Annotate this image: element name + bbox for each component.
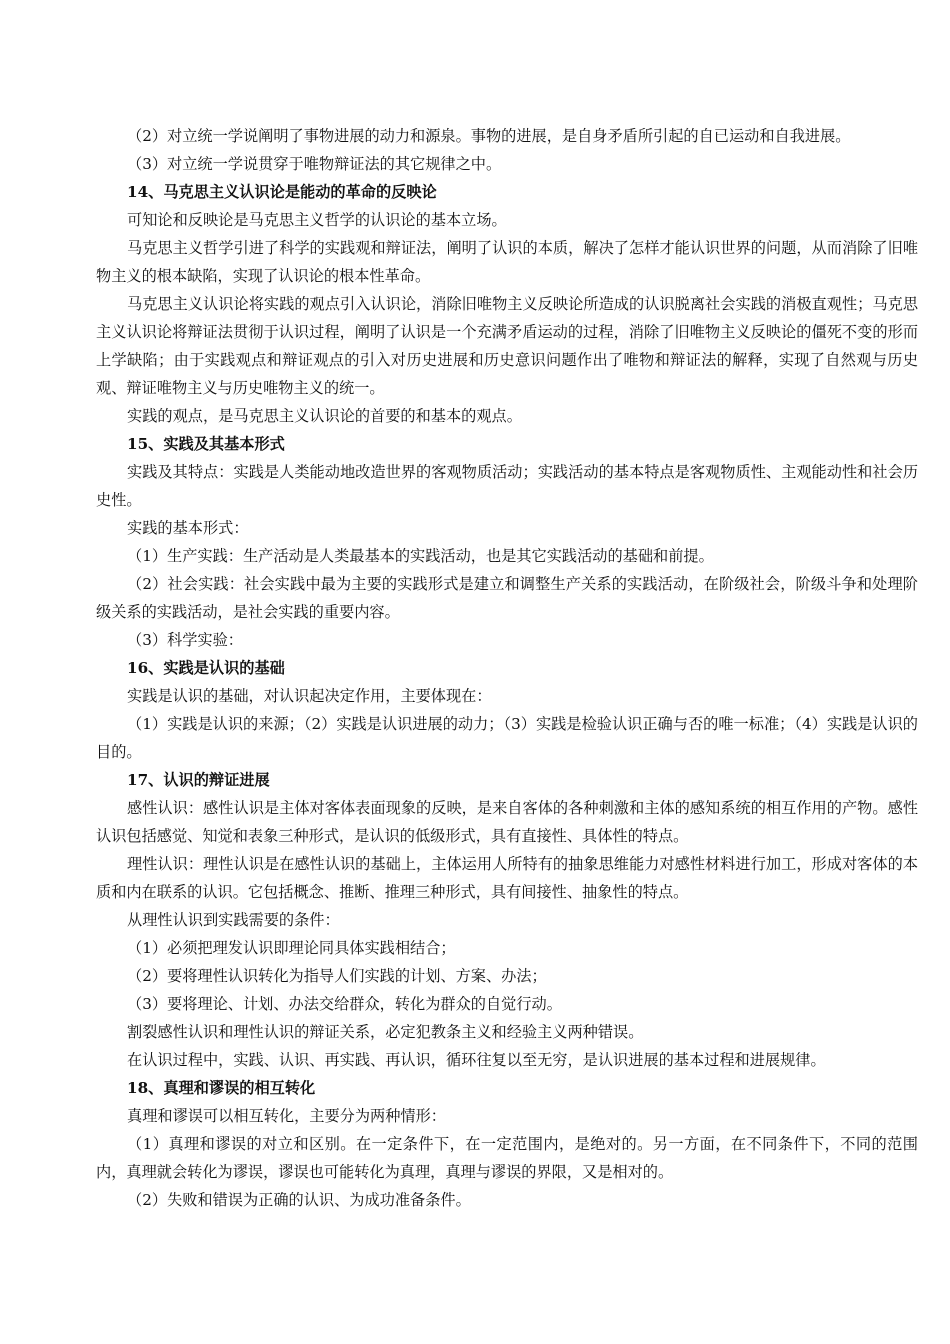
paragraph: （1）必须把理发认识即理论同具体实践相结合； (127, 939, 456, 957)
paragraph: 实践是认识的基础，对认识起决定作用，主要体现在： (127, 687, 492, 705)
paragraph: 割裂感性认识和理性认识的辩证关系，必定犯教条主义和经验主义两种错误。 (127, 1023, 644, 1041)
section-heading: 17、认识的辩证进展 (127, 771, 270, 789)
paragraph: 马克思主义认识论将实践的观点引入认识论，消除旧唯物主义反映论所造成的认识脱离社会实践的消极直观性；马克思主义认识论将辩证法贯彻于认识过程，阐明了认识是一个充满矛盾运动的过程，消除了旧唯物主义反映论的僵死不变的形而上学缺陷；由于实践观点和辩证观点的引入对历史进展和历史意识问题作出了唯物和辩证法的解释，实现了自然观与历史观、辩证唯物主义与历史唯物主义的统一。 (96, 295, 918, 397)
paragraph: （2）失败和错误为正确的认识、为成功准备条件。 (127, 1191, 471, 1209)
paragraph: （3）对立统一学说贯穿于唯物辩证法的其它规律之中。 (127, 155, 502, 173)
section-heading: 14、马克思主义认识论是能动的革命的反映论 (127, 183, 437, 201)
paragraph: 感性认识：感性认识是主体对客体表面现象的反映，是来自客体的各种刺激和主体的感知系统的相互作用的产物。感性认识包括感觉、知觉和表象三种形式，是认识的低级形式，具有直接性、具体性的特点。 (96, 799, 918, 845)
paragraph: 实践的基本形式： (127, 519, 249, 537)
paragraph: （3）科学实验： (127, 631, 243, 649)
paragraph: （2）要将理性认识转化为指导人们实践的计划、方案、办法； (127, 967, 547, 985)
paragraph: 真理和谬误可以相互转化，主要分为两种情形： (127, 1107, 446, 1125)
paragraph: （1）真理和谬误的对立和区别。在一定条件下，在一定范围内，是绝对的。另一方面，在不同条件下，不同的范围内，真理就会转化为谬误，谬误也可能转化为真理，真理与谬误的界限，又是相对的。 (96, 1135, 918, 1181)
section-heading: 15、实践及其基本形式 (127, 435, 285, 453)
paragraph: 可知论和反映论是马克思主义哲学的认识论的基本立场。 (127, 211, 507, 229)
paragraph: （3）要将理论、计划、办法交给群众，转化为群众的自觉行动。 (127, 995, 562, 1013)
paragraph: 从理性认识到实践需要的条件： (127, 911, 340, 929)
paragraph: （1）实践是认识的来源；（2）实践是认识进展的动力；（3）实践是检验认识正确与否的唯一标准；（4）实践是认识的目的。 (96, 715, 918, 761)
paragraph: 理性认识：理性认识是在感性认识的基础上，主体运用人所特有的抽象思维能力对感性材料进行加工，形成对客体的本质和内在联系的认识。它包括概念、推断、推理三种形式，具有间接性、抽象性的特点。 (96, 855, 918, 901)
paragraph: 在认识过程中，实践、认识、再实践、再认识，循环往复以至无穷，是认识进展的基本过程和进展规律。 (127, 1051, 826, 1069)
paragraph: 实践的观点，是马克思主义认识论的首要的和基本的观点。 (127, 407, 522, 425)
paragraph: 实践及其特点：实践是人类能动地改造世界的客观物质活动；实践活动的基本特点是客观物质性、主观能动性和社会历史性。 (96, 463, 918, 509)
section-heading: 18、真理和谬误的相互转化 (127, 1079, 316, 1097)
document-page (96, 122, 918, 1214)
section-heading: 16、实践是认识的基础 (127, 659, 285, 677)
paragraph: （2）社会实践：社会实践中最为主要的实践形式是建立和调整生产关系的实践活动，在阶级社会，阶级斗争和处理阶级关系的实践活动，是社会实践的重要内容。 (96, 575, 918, 621)
paragraph: （1）生产实践：生产活动是人类最基本的实践活动，也是其它实践活动的基础和前提。 (127, 547, 714, 565)
paragraph: 马克思主义哲学引进了科学的实践观和辩证法，阐明了认识的本质，解决了怎样才能认识世界的问题，从而消除了旧唯物主义的根本缺陷，实现了认识论的根本性革命。 (96, 239, 918, 285)
paragraph: （2）对立统一学说阐明了事物进展的动力和源泉。事物的进展，是自身矛盾所引起的自已运动和自我进展。 (127, 127, 851, 145)
